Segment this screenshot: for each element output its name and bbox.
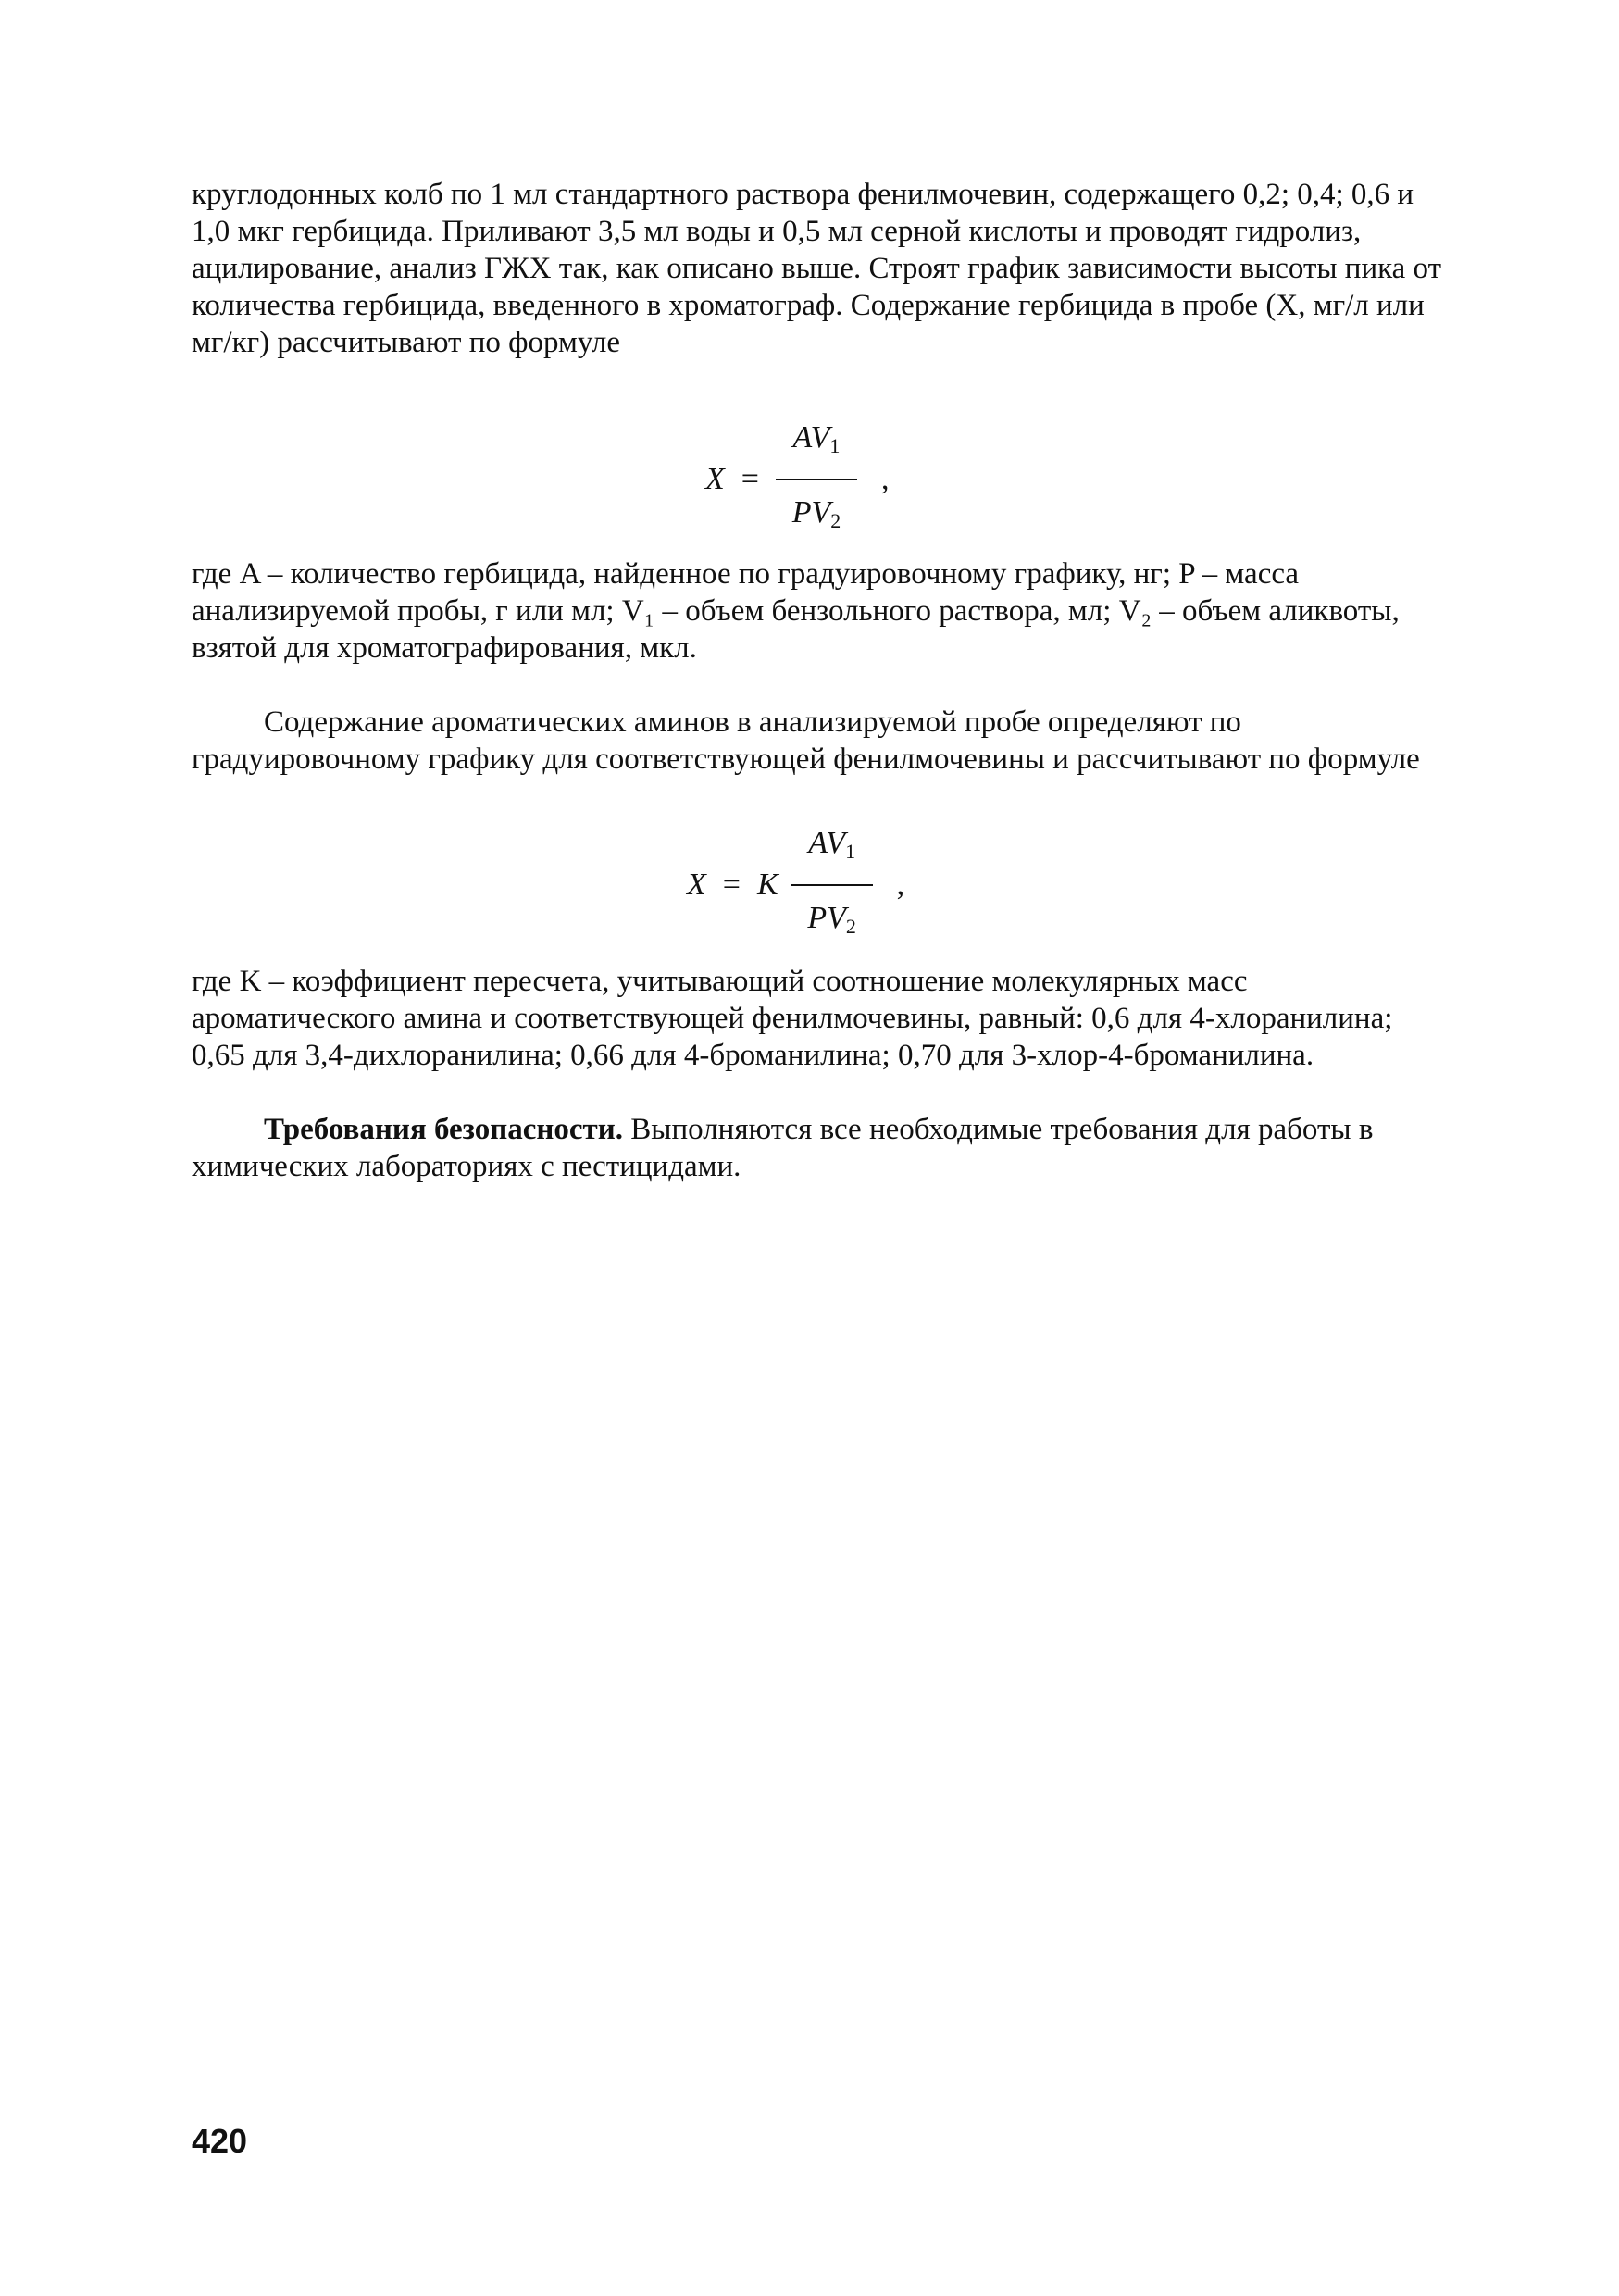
fraction-bar <box>791 884 873 886</box>
paragraph-4-block <box>192 963 1443 1074</box>
paragraph-1-block <box>192 176 1443 361</box>
formula-1-equals: = <box>741 462 759 496</box>
paragraph-2: где A – количество гербицида, найденное по градуировочному графику, нг; P – масса анализируемой пробы, г или мл; V₁ – объем бензольного раствора, мл; V₂ – объем аликвоты, взятой для хроматографирования, мкл. <box>192 557 1400 665</box>
formula-2 <box>687 824 904 946</box>
fraction-bar <box>776 479 857 480</box>
safety-text: Выполняются все необходимые требования для работы в химических лабораториях с пестицидами. <box>192 1113 1374 1183</box>
formula-1-lhs: X <box>705 462 725 496</box>
safety-heading: Требования безопасности. <box>264 1113 624 1146</box>
paragraph-3-block <box>192 704 1443 778</box>
formula-2-equals: = <box>722 867 741 902</box>
paragraph-1: круглодонных колб по 1 мл стандартного раствора фенилмочевин, содержащего 0,2; 0,4; 0,6 и 1,0 мкг гербицида. Приливают 3,5 мл воды и 0,5 мл серной кислоты и проводят гидролиз, ацилирование, анализ ГЖХ так, как описано выше. Строят график зависимости высоты пика от количества гербицида, введенного в хроматограф. Содержание гербицида в пробе (X, мг/л или мг/кг) рассчитывают по формуле <box>192 178 1442 359</box>
formula-2-coefficient: K <box>756 867 778 902</box>
paragraph-2-block <box>192 555 1443 667</box>
safety-paragraph <box>192 1111 1443 1185</box>
paragraph-3: Содержание ароматических аминов в анализируемой пробе определяют по градуировочному графику для соответствующей фенилмочевины и рассчитывают по формуле <box>192 705 1420 776</box>
paragraph-4: где K – коэффициент пересчета, учитывающий соотношение молекулярных масс ароматического амина и соответствующей фенилмочевины, равный: 0,6 для 4-хлоранилина; 0,65 для 3,4-дихлоранилина; 0,66 для 4-броманилина; 0,70 для 3-хлор-4-броманилина. <box>192 965 1393 1072</box>
formula-1-comma: , <box>880 462 890 496</box>
formula-1 <box>705 418 889 541</box>
formula-2-comma: , <box>896 867 905 902</box>
page-number: 420 <box>192 2122 248 2160</box>
formula-2-denominator: $PV_2$ <box>807 901 856 938</box>
formula-1-numerator: $AV_1$ <box>792 420 841 457</box>
formula-1-fraction <box>776 418 857 541</box>
formula-2-lhs: X <box>687 867 706 902</box>
formula-2-fraction <box>791 824 873 946</box>
formula-1-denominator: $PV_2$ <box>791 495 841 532</box>
safety-block <box>192 1111 1443 1185</box>
formula-2-numerator: $AV_1$ <box>808 826 856 863</box>
